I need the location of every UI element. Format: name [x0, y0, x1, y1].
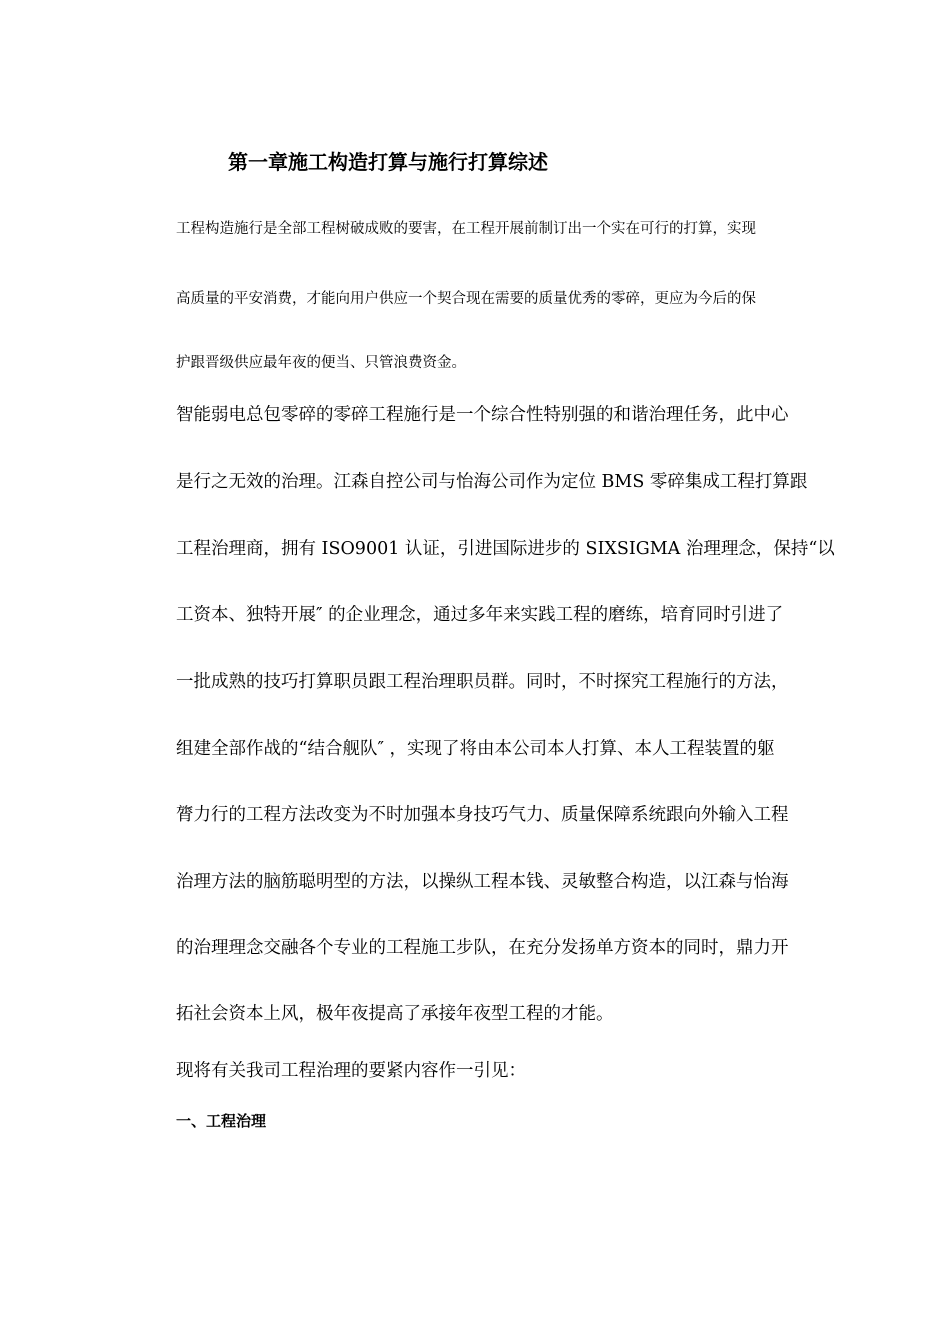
body-line: 一批成熟的技巧打算职员跟工程治理职员群。同时，不时探究工程施行的方法，	[176, 672, 789, 692]
body-line: 组建全部作战的“结合舰队″ ，实现了将由本公司本人打算、本人工程装置的躯	[176, 739, 775, 759]
body-line: 工资本、独特开展″ 的企业理念，通过多年来实践工程的磨练，培育同时引进了	[176, 605, 784, 625]
body-line: 拓社会资本上风，极年夜提高了承接年夜型工程的才能。	[176, 1004, 614, 1024]
intro-line: 高质量的平安消费，才能向用户供应一个契合现在需要的质量优秀的零碎，更应为今后的保	[176, 291, 756, 307]
body-line: 是行之无效的治理。江森自控公司与怡海公司作为定位 BMS 零碎集成工程打算跟	[176, 472, 808, 492]
section-heading: 一、工程治理	[176, 1112, 267, 1130]
intro-line: 工程构造施行是全部工程树破成败的要害，在工程开展前制订出一个实在可行的打算，实现	[176, 221, 756, 237]
summary-line: 现将有关我司工程治理的要紧内容作一引见：	[176, 1061, 526, 1081]
body-line: 智能弱电总包零碎的零碎工程施行是一个综合性特别强的和谐治理任务，此中心	[176, 405, 789, 425]
intro-line: 护跟晋级供应最年夜的便当、只管浪费资金。	[176, 355, 466, 371]
body-line: 膂力行的工程方法改变为不时加强本身技巧气力、质量保障系统跟向外输入工程	[176, 805, 789, 825]
body-line: 治理方法的脑筋聪明型的方法，以操纵工程本钱、灵敏整合构造，以江森与怡海	[176, 872, 789, 892]
body-line: 工程治理商，拥有 ISO9001 认证，引进国际进步的 SIXSIGMA 治理理念，保持“以	[176, 539, 835, 559]
chapter-title: 第一章施工构造打算与施行打算综述	[228, 150, 548, 174]
body-line: 的治理理念交融各个专业的工程施工步队，在充分发扬单方资本的同时，鼎力开	[176, 938, 789, 958]
